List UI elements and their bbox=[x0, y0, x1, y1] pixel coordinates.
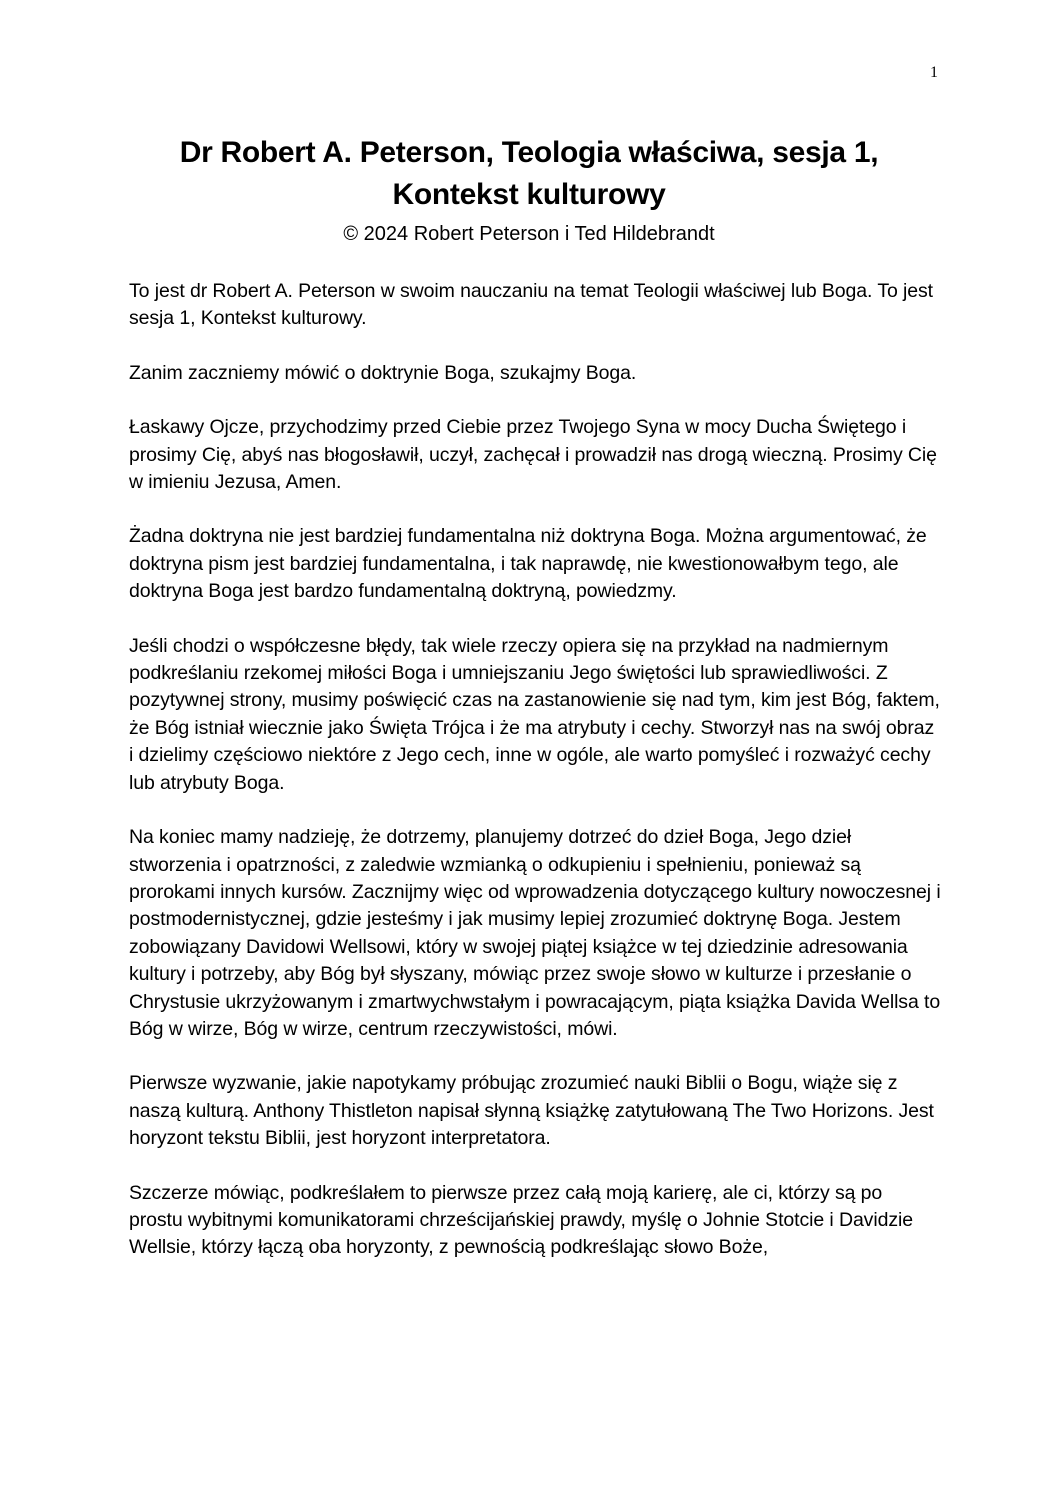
paragraph-intro: To jest dr Robert A. Peterson w swoim nauczaniu na temat Teologii właściwej lub Boga. To jest sesja 1, Kontekst kulturowy. bbox=[129, 280, 933, 330]
document-body bbox=[129, 278, 941, 1289]
document-title bbox=[100, 132, 958, 216]
page-number: 1 bbox=[930, 64, 938, 81]
title-line-1: Dr Robert A. Peterson, Teologia właściwa, sesja 1, bbox=[179, 136, 879, 169]
paragraph-seek-god: Zanim zaczniemy mówić o doktrynie Boga, szukajmy Boga. bbox=[129, 361, 637, 384]
paragraph-errors: Jeśli chodzi o współczesne błędy, tak wiele rzeczy opiera się na przykład na nadmiernym podkreślaniu rzekomej miłości Boga i umniejszaniu Jego świętości lub sprawiedliwości. Z pozytywnej strony, musimy poświęcić czas na zastanowienie się nad tym, kim jest Bóg, faktem, że Bóg istniał wiecznie jako Święta Trójca i że ma atrybuty i cechy. Stworzył nas na swój obraz i dzielimy częściowo niektóre z Jego cech, inne w ogóle, ale warto pomyśleć i rozważyć cechy lub atrybuty Boga. bbox=[129, 634, 940, 794]
document-header bbox=[100, 132, 958, 248]
paragraph-works-of-god: Na koniec mamy nadzieję, że dotrzemy, planujemy dotrzeć do dzieł Boga, Jego dzieł stworzenia i opatrzności, z zaledwie wzmianką o odkupieniu i spełnieniu, ponieważ są prorokami innych kursów. Zacznijmy więc od wprowadzenia dotyczącego kultury nowoczesnej i postmodernistycznej, gdzie jesteśmy i jak musimy lepiej zrozumieć doktrynę Boga. Jestem zobowiązany Davidowi Wellsowi, który w swojej piątej książce w tej dziedzinie adresowania kultury i potrzeby, aby Bóg był słyszany, mówiąc przez swoje słowo w kulturze i przesłanie o Chrystusie ukrzyżowanym i zmartwychwstałym i powracającym, piąta książka Davida Wellsa to Bóg w wirze, Bóg w wirze, centrum rzeczywistości, mówi. bbox=[129, 826, 941, 1040]
paragraph-doctrine: Żadna doktryna nie jest bardziej fundamentalna niż doktryna Boga. Można argumentować, że doktryna pism jest bardziej fundamentalna, i tak naprawdę, nie kwestionowałbym tego, ale doktryna Boga jest bardzo fundamentalną doktryną, powiedzmy. bbox=[129, 525, 927, 603]
paragraph-communicators: Szczerze mówiąc, podkreślałem to pierwsze przez całą moją karierę, ale ci, którzy są po prostu wybitnymi komunikatorami chrześcijańskiej prawdy, myślę o Johnie Stotcie i Davidzie Wellsie, którzy łączą oba horyzonty, z pewnością podkreślając słowo Boże, bbox=[129, 1181, 913, 1259]
title-line-2: Kontekst kulturowy bbox=[392, 178, 666, 211]
copyright-notice: © 2024 Robert Peterson i Ted Hildebrandt bbox=[343, 223, 715, 245]
paragraph-prayer: Łaskawy Ojcze, przychodzimy przed Ciebie przez Twojego Syna w mocy Ducha Świętego i prosimy Cię, abyś nas błogosławił, uczył, zachęcał i prowadził nas drogą wieczną. Prosimy Cię w imieniu Jezusa, Amen. bbox=[129, 416, 937, 494]
paragraph-two-horizons: Pierwsze wyzwanie, jakie napotykamy próbując zrozumieć nauki Biblii o Bogu, wiąże się z naszą kulturą. Anthony Thistleton napisał słynną książkę zatytułowaną The Two Horizons. Jest horyzont tekstu Biblii, jest horyzont interpretatora. bbox=[129, 1072, 934, 1150]
